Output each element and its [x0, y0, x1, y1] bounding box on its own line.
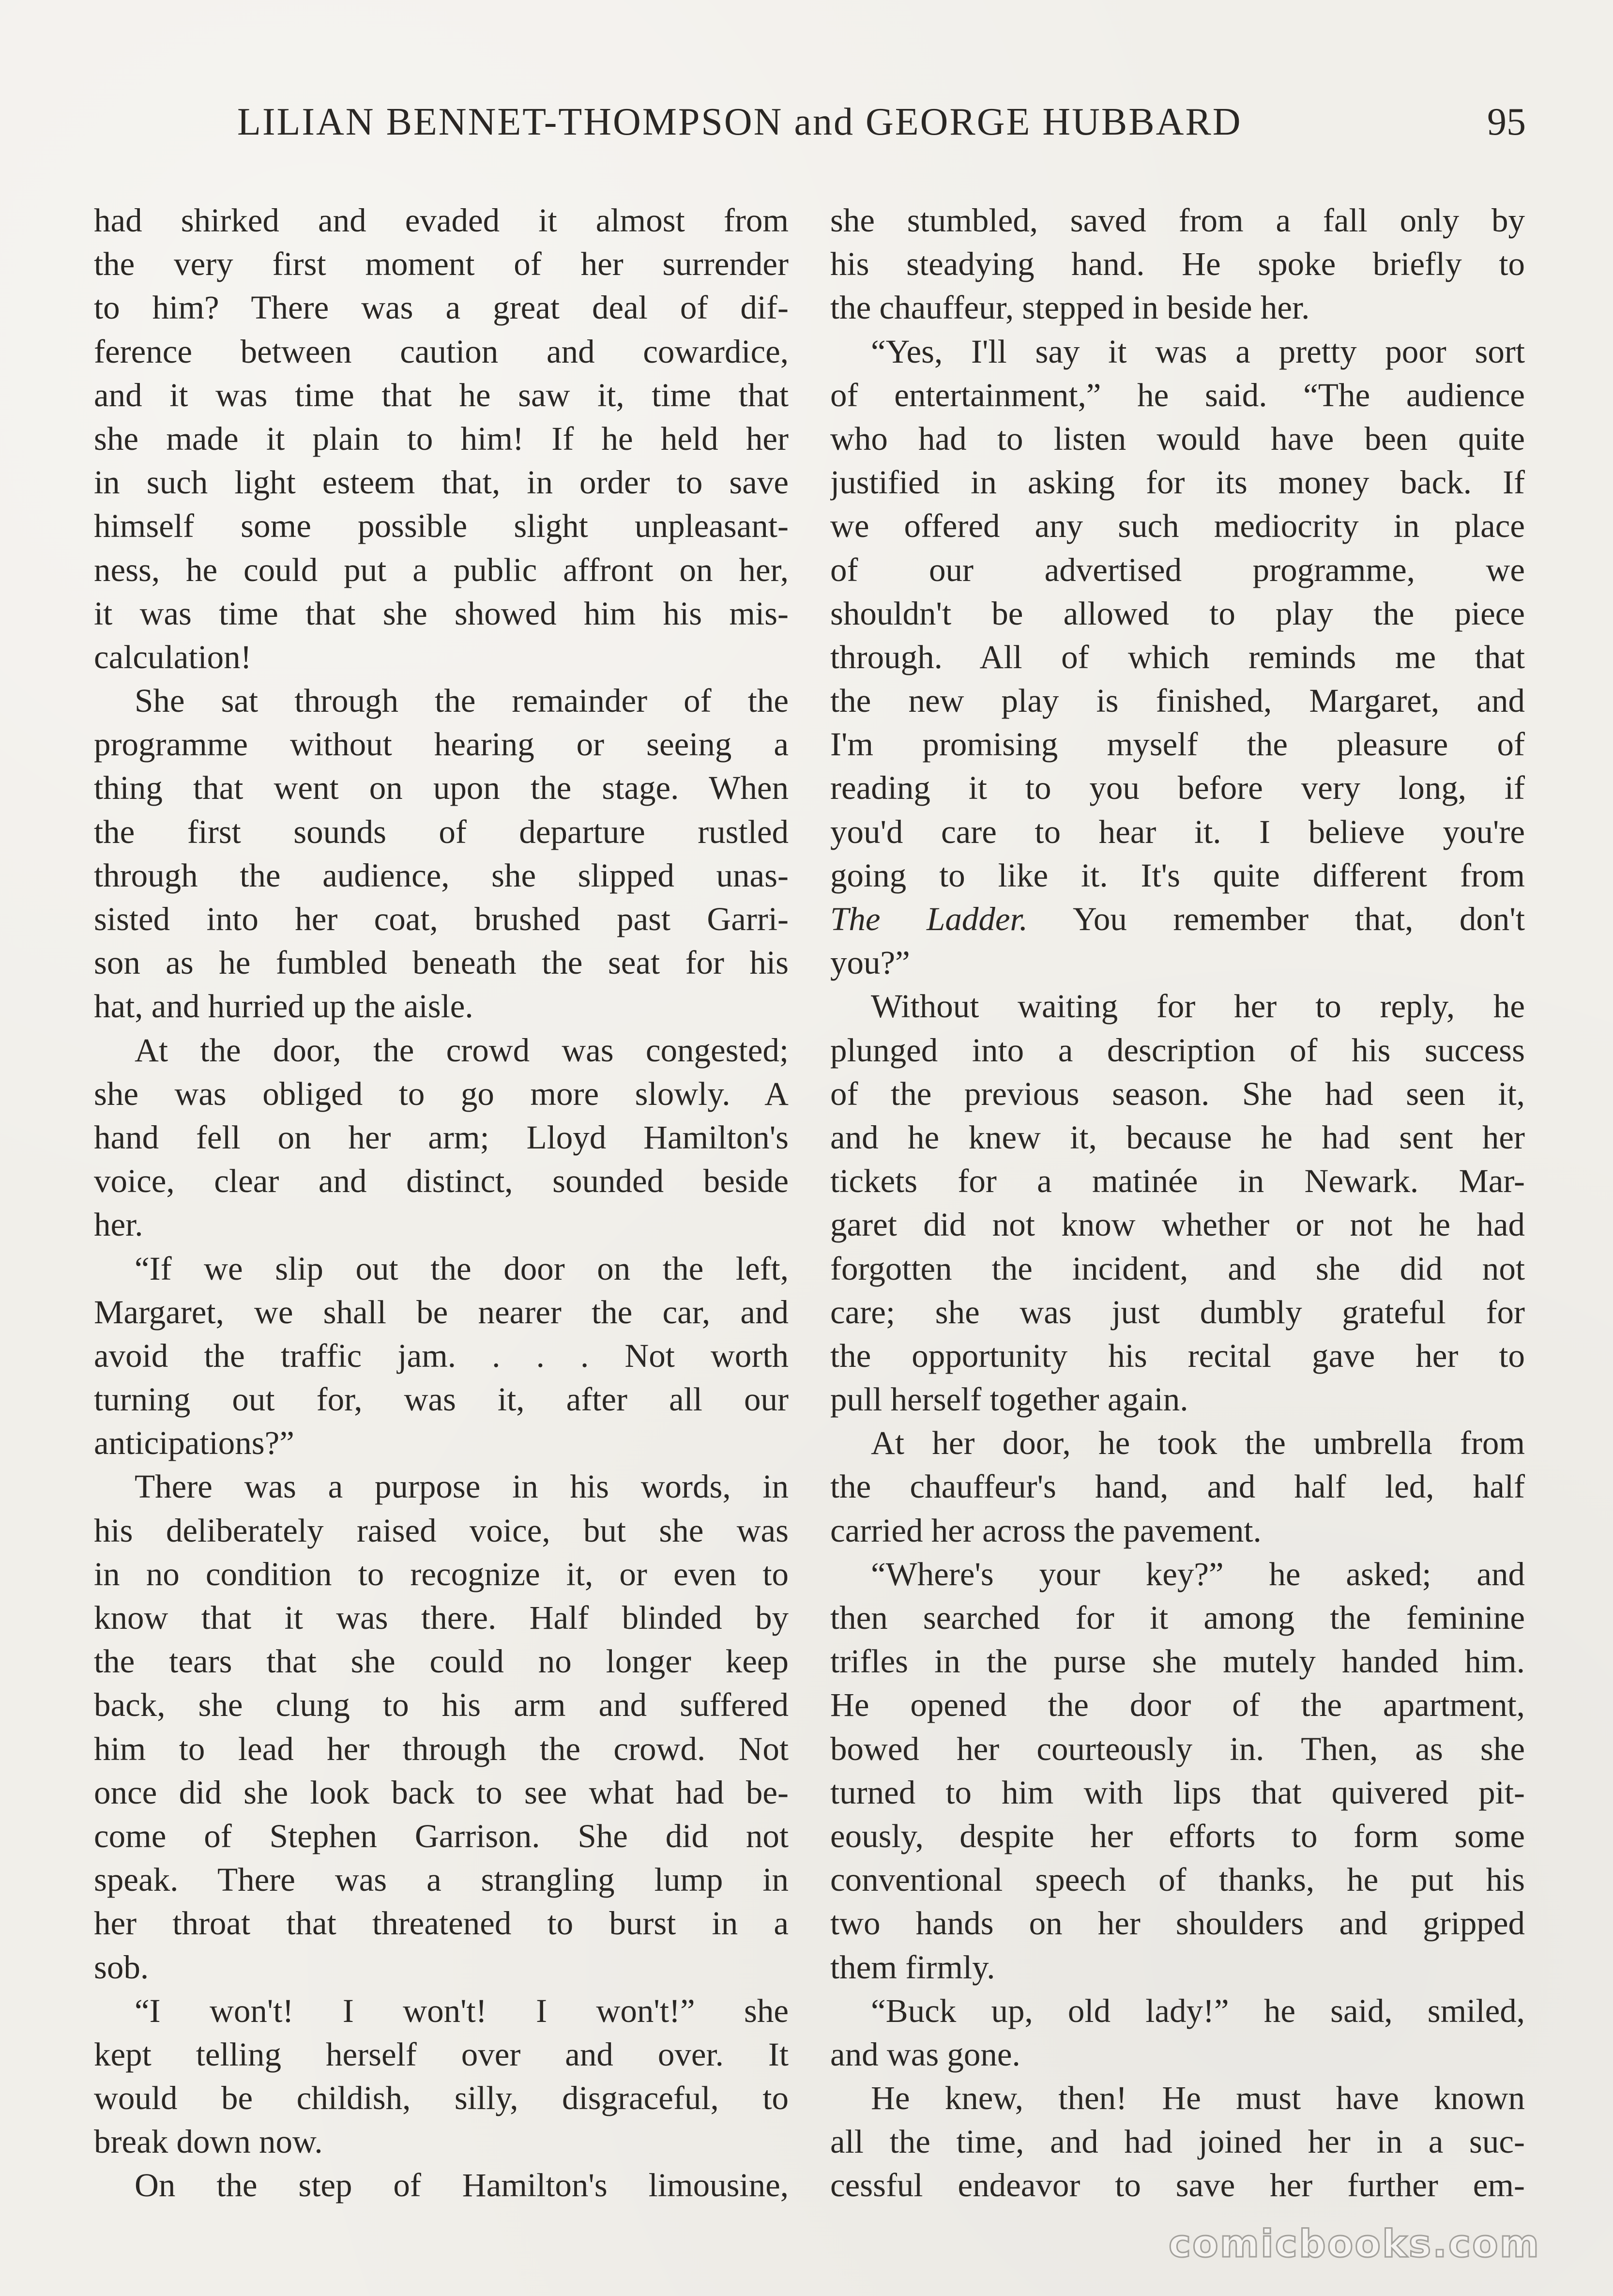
text-line: and was gone.: [830, 2036, 1020, 2073]
text-line: to him? There was a great deal of dif-: [94, 289, 789, 326]
text-line: “Yes, I'll say it was a pretty poor sort: [871, 333, 1525, 370]
text-line-with-title: [830, 897, 1525, 941]
text-line: son as he fumbled beneath the seat for his: [94, 944, 789, 981]
text-line: she was obliged to go more slowly. A: [94, 1075, 789, 1112]
text-line: On the step of Hamilton's limousine,: [135, 2167, 789, 2204]
text-line: once did she look back to see what had be-: [94, 1774, 789, 1811]
text-line: and it was time that he saw it, time that: [94, 376, 789, 413]
text-line: kept telling herself over and over. It: [94, 2036, 789, 2073]
text-line: tickets for a matinée in Newark. Mar-: [830, 1163, 1525, 1200]
text-line: hat, and hurried up the aisle.: [94, 988, 473, 1025]
text-line: reading it to you before very long, if: [830, 769, 1525, 807]
text-line: ness, he could put a public affront on her,: [94, 551, 789, 588]
text-line: bowed her courteously in. Then, as she: [830, 1730, 1525, 1767]
left-column: [94, 199, 789, 2207]
right-column: [830, 199, 1525, 2207]
text-line: conventional speech of thanks, he put his: [830, 1861, 1525, 1898]
text-line: pull herself together again.: [830, 1381, 1188, 1418]
text-line: she made it plain to him! If he held her: [94, 420, 789, 457]
text-line: come of Stephen Garrison. She did not: [94, 1817, 789, 1854]
text-line: “Where's your key?” he asked; and: [871, 1555, 1525, 1592]
text-line: you?”: [830, 944, 910, 981]
text-line: himself some possible slight unpleasant-: [94, 507, 789, 545]
text-line: ference between caution and cowardice,: [94, 333, 789, 370]
text-line: speak. There was a strangling lump in: [94, 1861, 789, 1898]
text-line: cessful endeavor to save her further em-: [830, 2167, 1525, 2204]
text-line: At her door, he took the umbrella from: [871, 1424, 1525, 1462]
text-line: then searched for it among the feminine: [830, 1599, 1525, 1636]
text-line: all the time, and had joined her in a suc-: [830, 2123, 1525, 2160]
text-line: who had to listen would have been quite: [830, 420, 1525, 457]
text-line: the tears that she could no longer keep: [94, 1643, 789, 1680]
text-line: Without waiting for her to reply, he: [871, 988, 1525, 1025]
text-line: her.: [94, 1206, 143, 1243]
text-line: his deliberately raised voice, but she was: [94, 1512, 789, 1549]
text-line: through the audience, she slipped unas-: [94, 857, 789, 894]
text-line: forgotten the incident, and she did not: [830, 1250, 1525, 1287]
text-line: we offered any such mediocrity in place: [830, 507, 1525, 545]
text-line: sisted into her coat, brushed past Garri-: [94, 901, 789, 937]
text-line: At the door, the crowd was congested;: [135, 1031, 789, 1069]
text-line: voice, clear and distinct, sounded beside: [94, 1163, 789, 1200]
text-line: plunged into a description of his success: [830, 1031, 1525, 1069]
running-header: LILIAN BENNET-THOMPSON and GEORGE HUBBARD: [237, 101, 1242, 143]
text-line: the new play is finished, Margaret, and: [830, 682, 1525, 719]
text-line: the first sounds of departure rustled: [94, 813, 789, 850]
text-line: two hands on her shoulders and gripped: [830, 1905, 1525, 1942]
text-line: turning out for, was it, after all our: [94, 1381, 789, 1418]
text-line: care; she was just dumbly grateful for: [830, 1293, 1525, 1331]
text-line: I'm promising myself the pleasure of: [830, 726, 1525, 763]
text-line: of our advertised programme, we: [830, 551, 1525, 588]
text-line: his steadying hand. He spoke briefly to: [830, 245, 1525, 283]
text-line: in no condition to recognize it, or even to: [94, 1555, 789, 1592]
text-line: in such light esteem that, in order to save: [94, 464, 789, 501]
text-line: him to lead her through the crowd. Not: [94, 1730, 789, 1767]
text-line: and he knew it, because he had sent her: [830, 1118, 1525, 1156]
play-title: The Ladder.: [830, 901, 1028, 937]
text-line: thing that went on upon the stage. When: [94, 769, 789, 807]
text-line: would be childish, silly, disgraceful, to: [94, 2080, 789, 2117]
text-line: There was a purpose in his words, in: [135, 1468, 789, 1505]
text-fragment: You remember that, don't: [1072, 901, 1525, 937]
text-line: trifles in the purse she mutely handed him.: [830, 1643, 1525, 1680]
text-line: shouldn't be allowed to play the piece: [830, 595, 1525, 632]
text-line: the very first moment of her surrender: [94, 245, 789, 283]
text-line: “I won't! I won't! I won't!” she: [135, 1992, 789, 2029]
text-line: He knew, then! He must have known: [871, 2080, 1525, 2117]
text-line: garet did not know whether or not he had: [830, 1206, 1525, 1243]
text-line: calculation!: [94, 638, 252, 675]
text-line: going to like it. It's quite different from: [830, 857, 1525, 894]
text-line: the chauffeur, stepped in beside her.: [830, 289, 1310, 326]
text-line: them firmly.: [830, 1948, 995, 1986]
text-line: anticipations?”: [94, 1424, 294, 1462]
text-line: the opportunity his recital gave her to: [830, 1337, 1525, 1374]
page-number: 95: [1487, 101, 1526, 143]
text-line: had shirked and evaded it almost from: [94, 202, 789, 239]
text-line: carried her across the pavement.: [830, 1512, 1262, 1549]
text-line: programme without hearing or seeing a: [94, 726, 789, 763]
text-line: she stumbled, saved from a fall only by: [830, 202, 1525, 239]
text-line: back, she clung to his arm and suffered: [94, 1686, 789, 1724]
text-line: turned to him with lips that quivered pit-: [830, 1774, 1525, 1811]
text-line: justified in asking for its money back. If: [830, 464, 1525, 501]
text-line: of the previous season. She had seen it,: [830, 1075, 1525, 1112]
text-line: “Buck up, old lady!” he said, smiled,: [871, 1992, 1525, 2029]
text-line: avoid the traffic jam. . . . Not worth: [94, 1337, 789, 1374]
text-line: He opened the door of the apartment,: [830, 1686, 1525, 1724]
text-line: eously, despite her efforts to form some: [830, 1817, 1525, 1854]
text-line: break down now.: [94, 2123, 323, 2160]
text-line: know that it was there. Half blinded by: [94, 1599, 789, 1636]
text-line: Margaret, we shall be nearer the car, and: [94, 1293, 789, 1331]
text-line: of entertainment,” he said. “The audience: [830, 376, 1525, 413]
text-line: She sat through the remainder of the: [135, 682, 789, 719]
text-line: it was time that she showed him his mis-: [94, 595, 789, 632]
text-line: hand fell on her arm; Lloyd Hamilton's: [94, 1118, 789, 1156]
text-line: you'd care to hear it. I believe you're: [830, 813, 1525, 850]
watermark-logo: comicbooks.com: [1168, 2222, 1540, 2266]
text-line: the chauffeur's hand, and half led, half: [830, 1468, 1525, 1505]
text-line: sob.: [94, 1948, 149, 1986]
text-line: her throat that threatened to burst in a: [94, 1905, 789, 1942]
text-line: through. All of which reminds me that: [830, 638, 1525, 675]
text-line: “If we slip out the door on the left,: [135, 1250, 789, 1287]
